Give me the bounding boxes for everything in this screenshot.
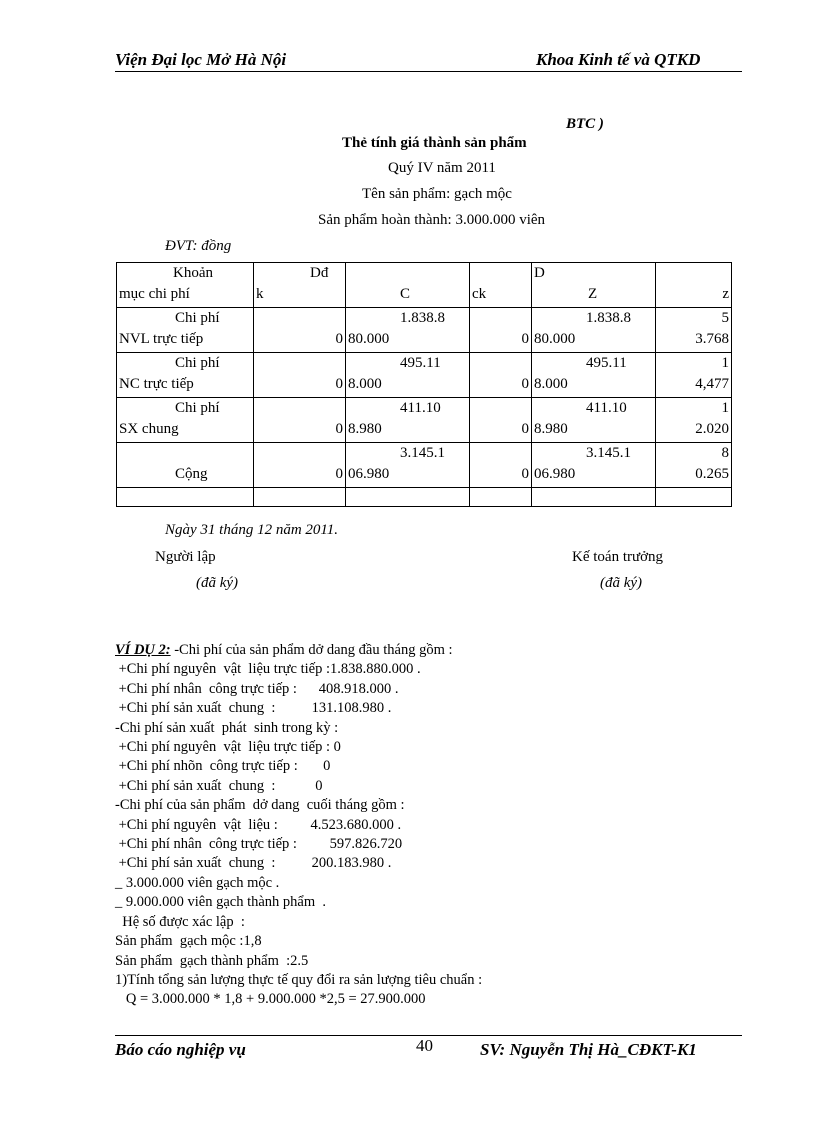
card-finished: Sản phẩm hoàn thành: 3.000.000 viên [318,212,546,228]
header-cost-item: Khoản mục chi phí [117,263,254,308]
signoff-preparer: Người lập [155,549,216,565]
example-intro: -Chi phí của sản phẩm dở dang đầu tháng gồm : [170,642,453,658]
example-line: _ 9.000.000 viên gạch thành phẩm . [115,894,327,911]
table-row-empty [117,488,732,507]
header-rule [115,71,742,72]
footer-report: Báo cáo nghiệp vụ [115,1040,246,1059]
example-line: +Chi phí nhõn công trực tiếp : 0 [115,758,331,775]
header-institute: Viện Đại lọc Mở Hà Nội [115,50,287,69]
signoff-date: Ngày 31 tháng 12 năm 2011. [165,522,339,538]
example-line: 1)Tính tổng sản lượng thực tế quy đổi ra sản lượng tiêu chuẩn : [115,971,483,988]
cost-table [116,262,732,507]
table-row: Chi phí SX chung 0 411.10 8.980 0 411.10 8.980 1 2.020 [117,398,732,443]
card-product: Tên sản phẩm: gạch mộc [362,186,512,202]
header-opening-wip: Dđ k [254,263,346,308]
example-line: Sản phẩm gạch mộc :1,8 [115,933,262,950]
table-header-row [117,263,732,308]
signoff-chief-accountant: Kế toán trưởng [572,549,664,565]
example-line: +Chi phí nhân công trực tiếp : 408.918.000 . [115,680,399,697]
header-closing-wip: ck [470,263,532,308]
table-row-total: Cộng 0 3.145.1 06.980 0 3.145.1 06.980 8 0.265 [117,443,732,488]
header-unit-cost: z [656,263,732,308]
table-row: Chi phí NC trực tiếp 0 495.11 8.000 0 495.11 8.000 1 4,477 [117,353,732,398]
signoff-signed-left: (đã ký) [196,575,239,591]
example-line: +Chi phí sản xuất chung : 200.183.980 . [115,855,392,872]
page-fragment: BTC ) [566,116,604,132]
example-line: +Chi phí sản xuất chung : 0 [115,777,323,794]
header-total-cost: D Z [532,263,656,308]
card-period: Quý IV năm 2011 [388,160,496,176]
example-line: _ 3.000.000 viên gạch mộc . [115,874,280,891]
card-unit: ĐVT: đồng [165,238,232,254]
table-row: Chi phí NVL trực tiếp 0 1.838.8 80.000 0 1.838.8 80.000 5 3.768 [117,308,732,353]
signoff-signed-right: (đã ký) [600,575,643,591]
card-title: Thẻ tính giá thành sản phẩm [342,135,527,151]
example-line: +Chi phí nguyên vật liệu trực tiếp : 0 [115,739,341,756]
example-line: +Chi phí nguyên vật liệu trực tiếp :1.838.880.000 . [115,661,421,678]
footer-student: SV: Nguyễn Thị Hà_CĐKT-K1 [480,1040,697,1059]
example-line: Hệ số được xác lập : [115,913,245,930]
example-line: Q = 3.000.000 * 1,8 + 9.000.000 *2,5 = 27.900.000 [115,991,426,1008]
example-line: +Chi phí sản xuất chung : 131.108.980 . [115,700,392,717]
example-line: -Chi phí của sản phẩm dở dang cuối tháng gồm : [115,797,405,814]
example-line: +Chi phí nhân công trực tiếp : 597.826.720 [115,836,403,853]
example-line: -Chi phí sản xuất phát sinh trong kỳ : [115,719,339,736]
example-line: Sản phẩm gạch thành phẩm :2.5 [115,952,309,969]
example-label: VÍ DỤ 2: [115,642,171,658]
example-line: +Chi phí nguyên vật liệu : 4.523.680.000 . [115,816,402,833]
example-block [115,641,482,1010]
example-heading-line [115,641,482,660]
page-number: 40 [416,1036,433,1055]
header-cost-incurred: C [346,263,470,308]
header-faculty: Khoa Kinh tế và QTKD [536,50,701,69]
